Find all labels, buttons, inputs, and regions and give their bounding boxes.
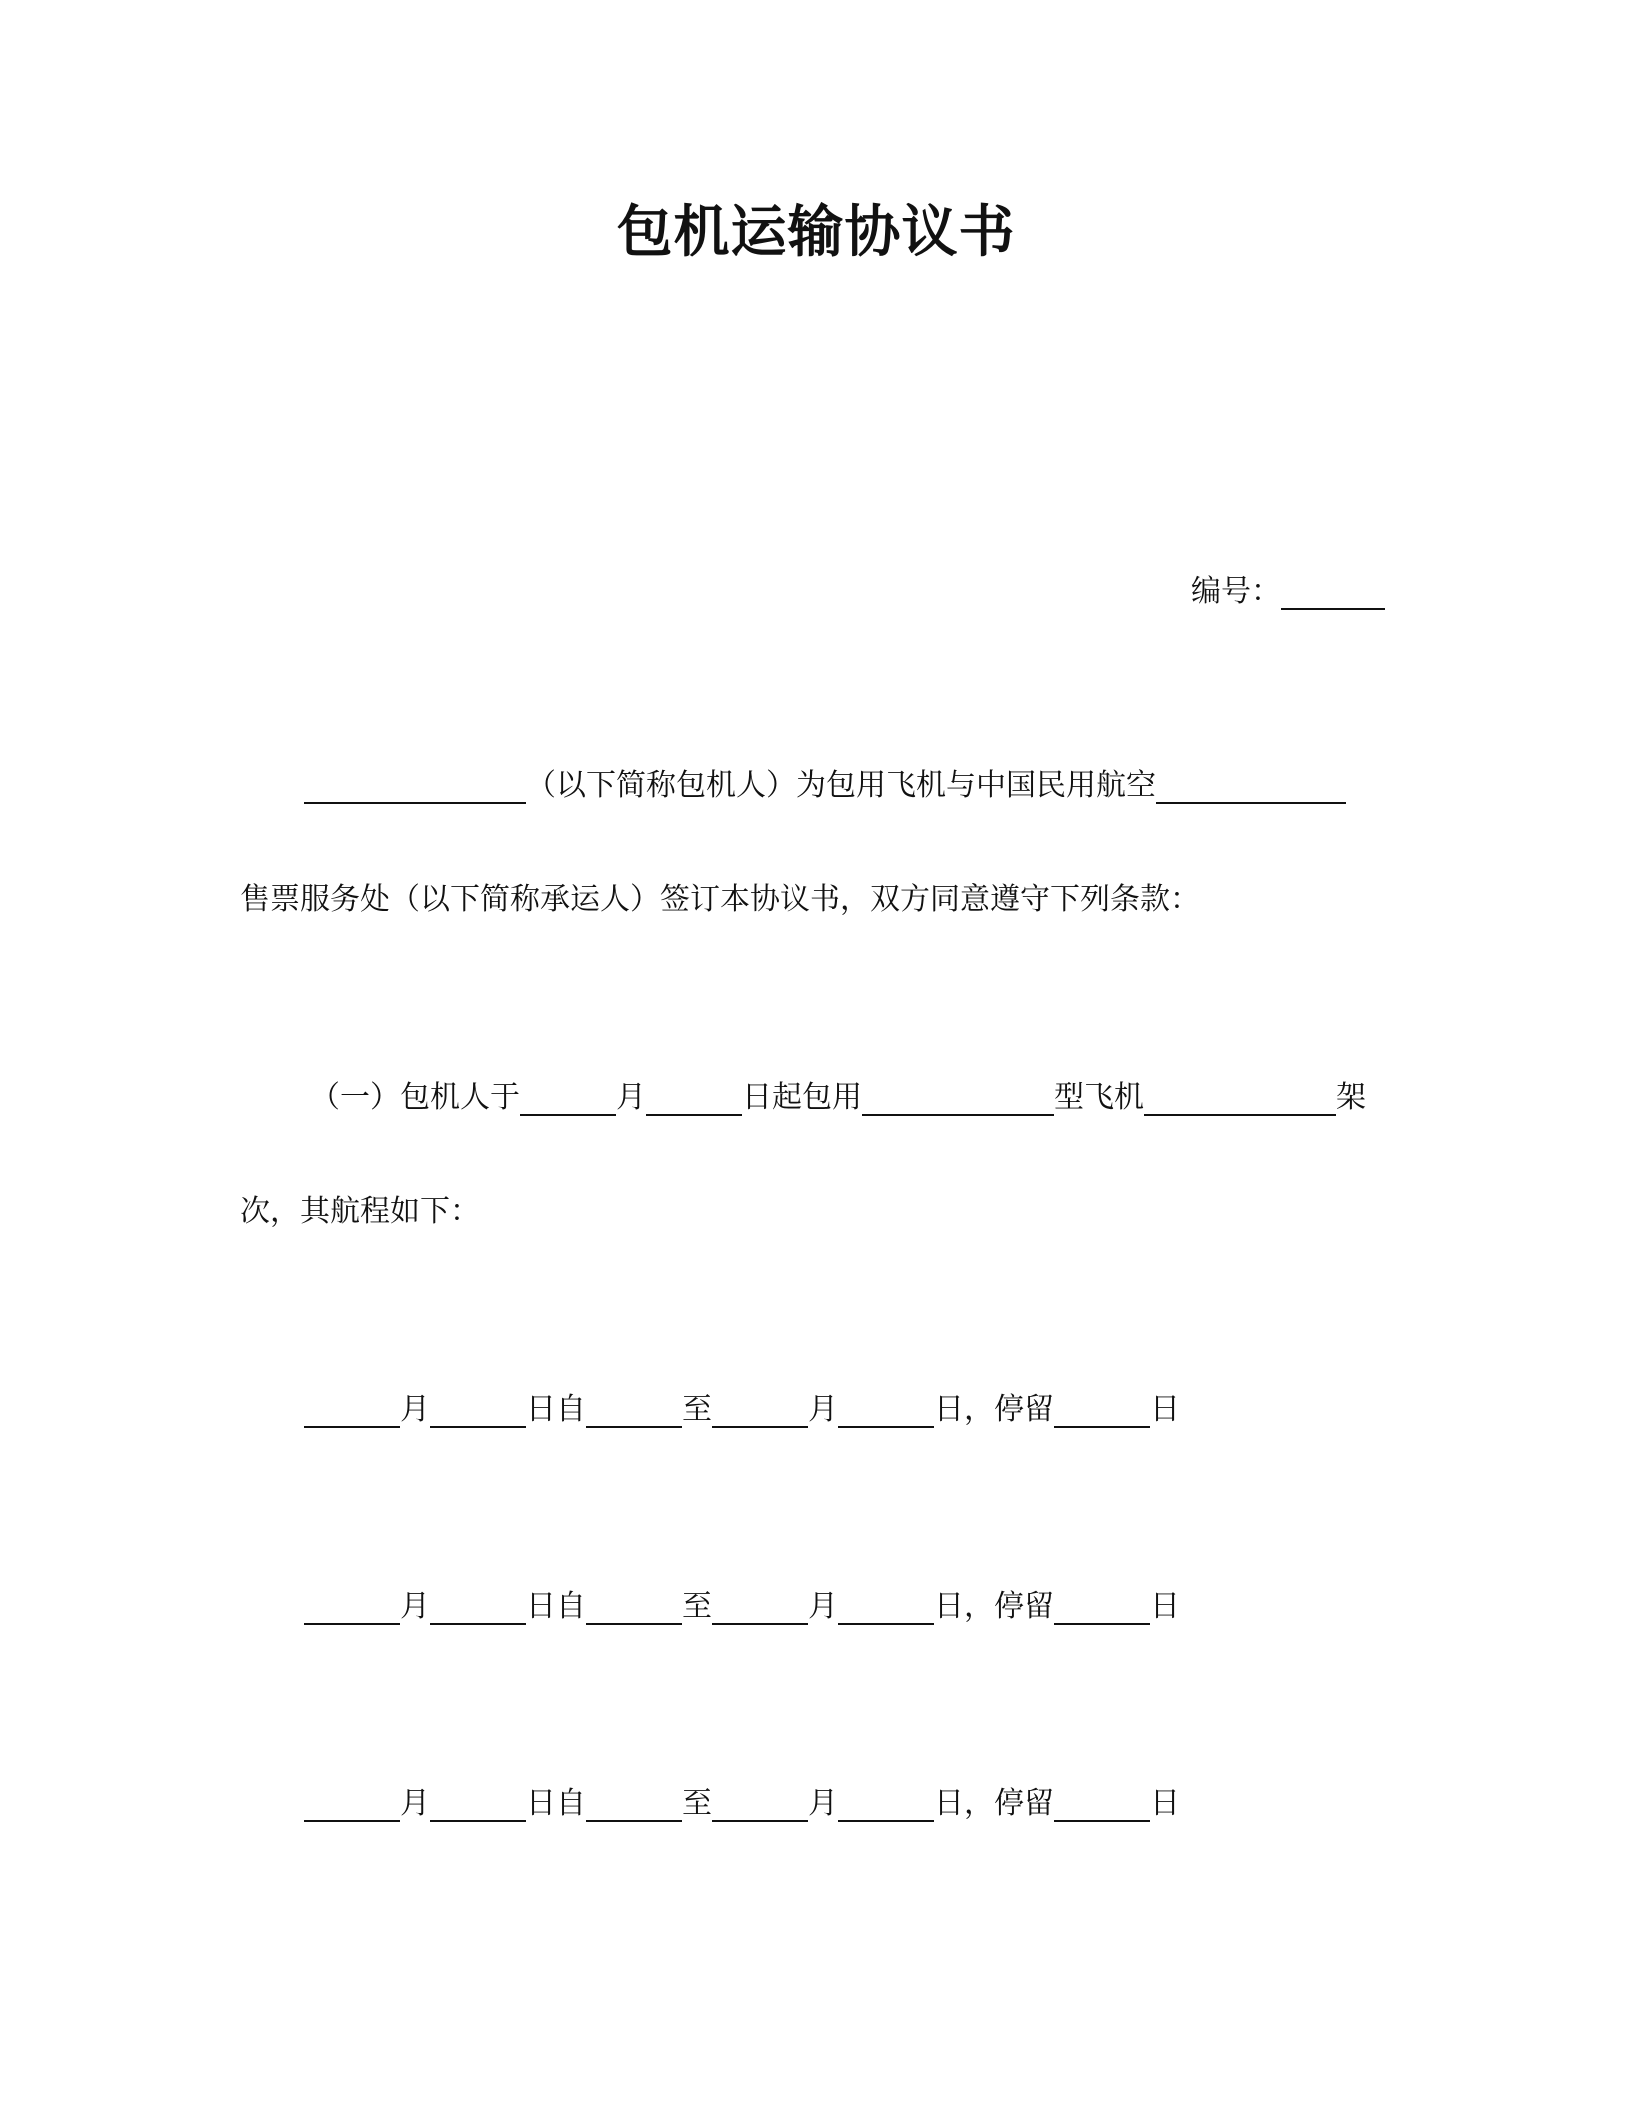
route1-day-blank[interactable] (430, 1392, 526, 1428)
route1-from-label: 日自 (526, 1392, 586, 1427)
route3-day-end-label: 日 (1150, 1786, 1180, 1821)
clause1-model-label: 型飞机 (1054, 1080, 1144, 1115)
aircraft-count-blank[interactable] (1144, 1080, 1336, 1116)
route2-month-blank[interactable] (304, 1589, 400, 1625)
route3-from-label: 日自 (526, 1786, 586, 1821)
route1-day-end-label: 日 (1150, 1392, 1180, 1427)
clause1-line2 (240, 1192, 480, 1232)
route2-destination-blank[interactable] (712, 1589, 808, 1625)
route3-destination-blank[interactable] (712, 1786, 808, 1822)
route2-day-end-label: 日 (1150, 1589, 1180, 1624)
number-label: 编号： (1191, 574, 1281, 609)
route-line-1 (304, 1390, 1180, 1430)
route3-day-blank[interactable] (430, 1786, 526, 1822)
route3-to-label: 至 (682, 1786, 712, 1821)
clause1-day-label: 日起包用 (742, 1080, 862, 1115)
number-blank[interactable] (1281, 574, 1385, 610)
route2-stay-days-blank[interactable] (1054, 1589, 1150, 1625)
clause1-month-label: 月 (616, 1080, 646, 1115)
route2-day2-blank[interactable] (838, 1589, 934, 1625)
route2-month-label: 月 (400, 1589, 430, 1624)
clause1-prefix: （一）包机人于 (310, 1080, 520, 1115)
route1-stay-days-blank[interactable] (1054, 1392, 1150, 1428)
document-title: 包机运输协议书 (616, 200, 1016, 265)
route1-month2-label: 月 (808, 1392, 838, 1427)
route3-origin-blank[interactable] (586, 1786, 682, 1822)
route3-stay-days-blank[interactable] (1054, 1786, 1150, 1822)
route1-month-blank[interactable] (304, 1392, 400, 1428)
clause1-frame-label: 架 (1336, 1080, 1366, 1115)
aircraft-model-blank[interactable] (862, 1080, 1054, 1116)
route-line-3 (304, 1784, 1180, 1824)
route1-origin-blank[interactable] (586, 1392, 682, 1428)
route1-month-label: 月 (400, 1392, 430, 1427)
route3-month2-label: 月 (808, 1786, 838, 1821)
route2-to-label: 至 (682, 1589, 712, 1624)
route3-month-label: 月 (400, 1786, 430, 1821)
route1-to-label: 至 (682, 1392, 712, 1427)
route2-origin-blank[interactable] (586, 1589, 682, 1625)
route3-day2-blank[interactable] (838, 1786, 934, 1822)
airline-name-blank[interactable] (1156, 768, 1346, 804)
charterer-name-blank[interactable] (304, 768, 526, 804)
number-line (1191, 572, 1385, 612)
clause1-line2-text: 次，其航程如下： (240, 1194, 480, 1229)
paragraph1-line1 (304, 766, 1385, 806)
route2-from-label: 日自 (526, 1589, 586, 1624)
route2-month2-label: 月 (808, 1589, 838, 1624)
route-line-2 (304, 1587, 1180, 1627)
paragraph1-line2 (240, 880, 1200, 920)
route1-destination-blank[interactable] (712, 1392, 808, 1428)
route3-month-blank[interactable] (304, 1786, 400, 1822)
route2-stay-label: 日，停留 (934, 1589, 1054, 1624)
route2-day-blank[interactable] (430, 1589, 526, 1625)
paragraph1-line1-text: （以下简称包机人）为包用飞机与中国民用航空 (526, 768, 1156, 803)
clause1-month-blank[interactable] (520, 1080, 616, 1116)
route1-stay-label: 日，停留 (934, 1392, 1054, 1427)
paragraph1-line2-text: 售票服务处（以下简称承运人）签订本协议书，双方同意遵守下列条款： (240, 882, 1200, 917)
clause1-day-blank[interactable] (646, 1080, 742, 1116)
route3-stay-label: 日，停留 (934, 1786, 1054, 1821)
route1-day2-blank[interactable] (838, 1392, 934, 1428)
clause1-line1 (310, 1078, 1385, 1118)
